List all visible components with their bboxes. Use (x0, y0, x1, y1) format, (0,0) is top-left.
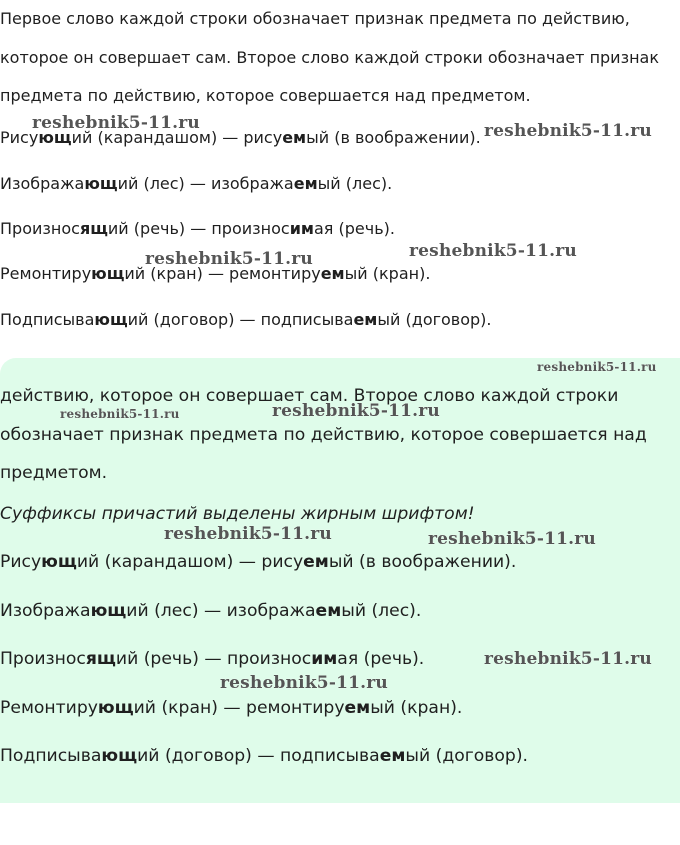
example-line-5: Подписывающий (договор) — подписываемый (договор). (0, 310, 492, 329)
example-line-4: Ремонтирующий (кран) — ремонтируемый (кран). (0, 698, 463, 718)
watermark: reshebnik5-11.ru (164, 524, 332, 544)
suffix-bold: ющ (84, 174, 118, 193)
suffix-bold: им (289, 219, 314, 238)
suffix-bold: ем (303, 552, 329, 572)
watermark: reshebnik5-11.ru (272, 401, 440, 421)
watermark: reshebnik5-11.ru (428, 529, 596, 549)
example-line-4: Ремонтирующий (кран) — ремонтируемый (кран). (0, 264, 431, 283)
suffix-bold: ящ (79, 219, 108, 238)
suffix-bold: ющ (101, 746, 138, 766)
suffix-bold: ем (315, 601, 342, 621)
suffix-bold: ющ (41, 552, 77, 572)
suffix-bold: ем (353, 310, 378, 329)
watermark: reshebnik5-11.ru (32, 113, 200, 133)
intro-paragraph: Первое слово каждой строки обозначает признак предмета по действию, которое он совершает сам. Второе слово каждой строки обозначает признак предмета по действию, которое совершается над предметом. (0, 9, 660, 105)
suffix-bold: ем (320, 264, 345, 283)
example-line-3: Произносящий (речь) — произносимая (речь). (0, 649, 425, 669)
intro-paragraph: действию, которое он совершает сам. Второе слово каждой строки обозначает признак предмета по действию, которое совершается над предметом. (0, 386, 647, 484)
suffix-bold: ющ (90, 601, 127, 621)
suffix-bold: ем (282, 128, 307, 147)
example-line-3: Произносящий (речь) — произносимая (речь). (0, 219, 395, 238)
example-line-2: Изображающий (лес) — изображаемый (лес). (0, 174, 393, 193)
watermark: reshebnik5-11.ru (484, 121, 652, 141)
suffix-bold: им (311, 649, 338, 669)
watermark: reshebnik5-11.ru (145, 249, 313, 269)
suffix-bold: ющ (94, 310, 128, 329)
suffix-bold: ющ (97, 698, 134, 718)
watermark: reshebnik5-11.ru (220, 673, 388, 693)
watermark: reshebnik5-11.ru (409, 241, 577, 261)
answer-card (0, 358, 680, 803)
suffix-bold: ем (344, 698, 371, 718)
suffix-bold: ем (293, 174, 318, 193)
suffix-bold: ящ (85, 649, 116, 669)
suffix-bold: ющ (38, 128, 72, 147)
example-line-2: Изображающий (лес) — изображаемый (лес). (0, 601, 422, 621)
watermark: reshebnik5-11.ru (537, 360, 657, 374)
suffix-note: Суффиксы причастий выделены жирным шрифтом! (0, 504, 475, 524)
watermark: reshebnik5-11.ru (60, 407, 180, 421)
example-line-1: Рисующий (карандашом) — рисуемый (в воображении). (0, 128, 481, 147)
watermark: reshebnik5-11.ru (484, 649, 652, 669)
example-line-1: Рисующий (карандашом) — рисуемый (в воображении). (0, 552, 517, 572)
suffix-bold: ющ (91, 264, 125, 283)
example-line-5: Подписывающий (договор) — подписываемый (договор). (0, 746, 529, 766)
suffix-bold: ем (379, 746, 406, 766)
